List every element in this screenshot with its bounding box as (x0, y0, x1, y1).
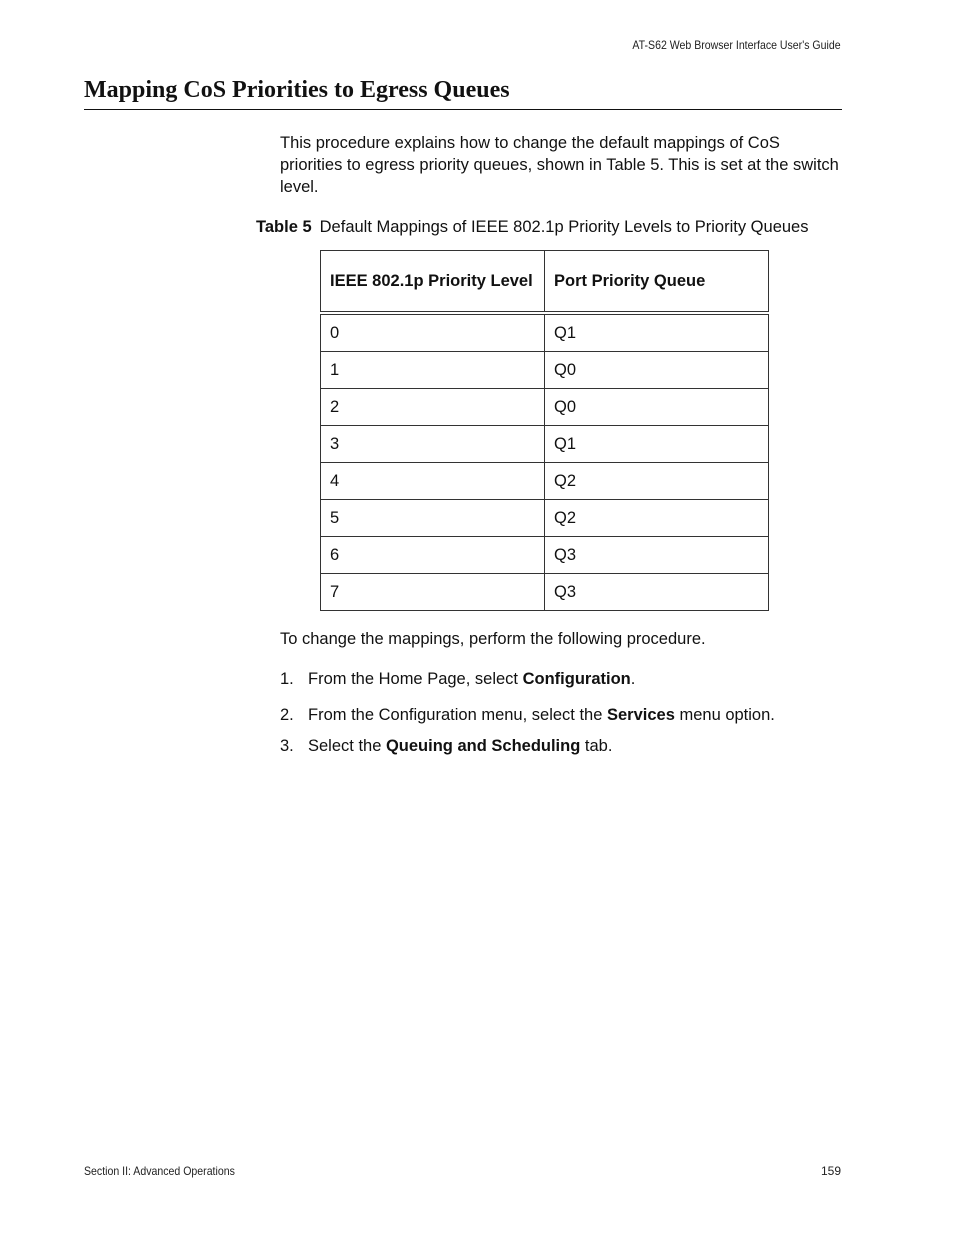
table-row (321, 313, 769, 352)
step-text: From the Configuration menu, select the (308, 706, 607, 724)
footer-section: Section II: Advanced Operations (84, 1164, 235, 1178)
step-1 (280, 668, 635, 690)
table-row (321, 352, 769, 389)
priority-level-cell: 3 (321, 426, 545, 463)
column-header-priority-level: IEEE 802.1p Priority Level (321, 251, 545, 314)
priority-queue-cell: Q1 (545, 426, 769, 463)
running-header: AT-S62 Web Browser Interface User's Guide (632, 38, 841, 52)
intro-paragraph: This procedure explains how to change the default mappings of CoS priorities to egress priority queues, shown in Table 5. This is set at the switch level. (280, 134, 839, 196)
step-emphasis: Configuration (522, 670, 631, 688)
step-emphasis: Queuing and Scheduling (385, 737, 581, 755)
priority-level-cell: 6 (321, 537, 545, 574)
table-row (321, 537, 769, 574)
page-number: 159 (820, 1164, 841, 1178)
table-label: Table 5 (256, 218, 312, 236)
priority-level-cell: 7 (321, 574, 545, 611)
table-row (321, 463, 769, 500)
table-caption-text: Default Mappings of IEEE 802.1p Priority Levels to Priority Queues (319, 218, 809, 236)
priority-queue-cell: Q3 (545, 537, 769, 574)
step-text: From the Home Page, select (308, 670, 523, 688)
table-caption (256, 216, 808, 238)
priority-level-cell: 2 (321, 389, 545, 426)
column-header-priority-queue: Port Priority Queue (545, 251, 769, 314)
priority-queue-cell: Q1 (545, 313, 769, 352)
priority-level-cell: 0 (321, 313, 545, 352)
table-row (321, 426, 769, 463)
priority-level-cell: 1 (321, 352, 545, 389)
priority-queue-cell: Q3 (545, 574, 769, 611)
step-3 (280, 735, 612, 757)
step-number: 1. (280, 670, 294, 688)
step-number: 2. (280, 706, 294, 724)
priority-level-cell: 4 (321, 463, 545, 500)
table-header-row (321, 251, 769, 314)
step-text-end: tab. (580, 737, 613, 755)
step-2 (280, 704, 775, 726)
priority-mapping-table (320, 250, 769, 611)
priority-queue-cell: Q2 (545, 463, 769, 500)
title-rule (84, 109, 842, 110)
priority-level-cell: 5 (321, 500, 545, 537)
step-number: 3. (280, 737, 294, 755)
step-text-end: menu option. (674, 706, 775, 724)
table-row (321, 500, 769, 537)
priority-queue-cell: Q0 (545, 352, 769, 389)
step-emphasis: Services (606, 706, 675, 724)
table-row (321, 574, 769, 611)
priority-queue-cell: Q2 (545, 500, 769, 537)
priority-queue-cell: Q0 (545, 389, 769, 426)
page-title: Mapping CoS Priorities to Egress Queues (84, 77, 510, 103)
step-text-end: . (630, 670, 636, 688)
procedure-intro: To change the mappings, perform the following procedure. (280, 630, 706, 648)
table-row (321, 389, 769, 426)
step-text: Select the (308, 737, 386, 755)
